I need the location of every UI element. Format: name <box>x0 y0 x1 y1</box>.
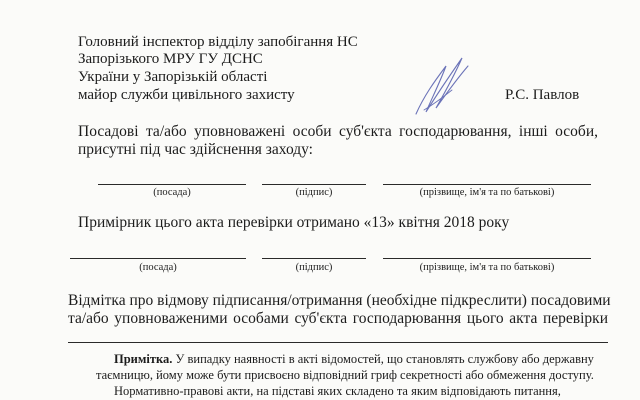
note-label: Примітка. <box>114 352 173 366</box>
position-line-1 <box>98 184 246 185</box>
note-line3: Нормативно-правові акти, на підставі яких складено та яким відповідають питання, <box>114 384 561 398</box>
signature-line-1 <box>262 184 366 185</box>
signature-caption-1: (підпис) <box>295 187 333 198</box>
full-name-line-2 <box>383 258 591 259</box>
signature-caption-2: (підпис) <box>295 262 333 273</box>
signature-line-2 <box>262 258 366 259</box>
refusal-line1: Відмітка про відмову підписання/отримання (необхідне підкреслити) посадовими <box>68 292 611 309</box>
inspector-signature <box>410 52 472 120</box>
refusal-line2: та/або уповноваженими особами суб'єкта господарювання цього акта перевірки <box>68 310 608 327</box>
inspector-title-line3: України у Запорізькій області <box>78 69 268 85</box>
inspector-title-line1: Головний інспектор відділу запобігання НС <box>78 34 358 50</box>
position-caption-2: (посада) <box>139 262 177 273</box>
officials-intro-line2: присутні під час здійснення заходу: <box>78 141 313 158</box>
inspector-title-line4: майор служби цивільного захисту <box>78 87 295 103</box>
officials-intro-line1: Посадові та/або уповноважені особи суб'єкта господарювання, інші особи, <box>78 123 598 140</box>
inspector-title-line2: Запорізького МРУ ГУ ДСНС <box>78 51 263 67</box>
note-line1-text: У випадку наявності в акті відомостей, що становлять службову або державну <box>172 352 594 366</box>
received-statement: Примірник цього акта перевірки отримано «13» квітня 2018 року <box>78 214 510 231</box>
note-line1 <box>114 352 594 367</box>
position-caption-1: (посада) <box>153 187 191 198</box>
full-name-caption-2: (прізвище, ім'я та по батькові) <box>419 262 555 273</box>
full-name-caption-1: (прізвище, ім'я та по батькові) <box>419 187 555 198</box>
full-name-line-1 <box>383 184 591 185</box>
note-line2: таємницю, йому може бути присвоєно відповідний гриф секретності або обмеження доступу. <box>96 368 594 382</box>
refusal-underline <box>68 342 608 343</box>
inspector-name: Р.С. Павлов <box>505 87 580 103</box>
position-line-2 <box>70 258 246 259</box>
